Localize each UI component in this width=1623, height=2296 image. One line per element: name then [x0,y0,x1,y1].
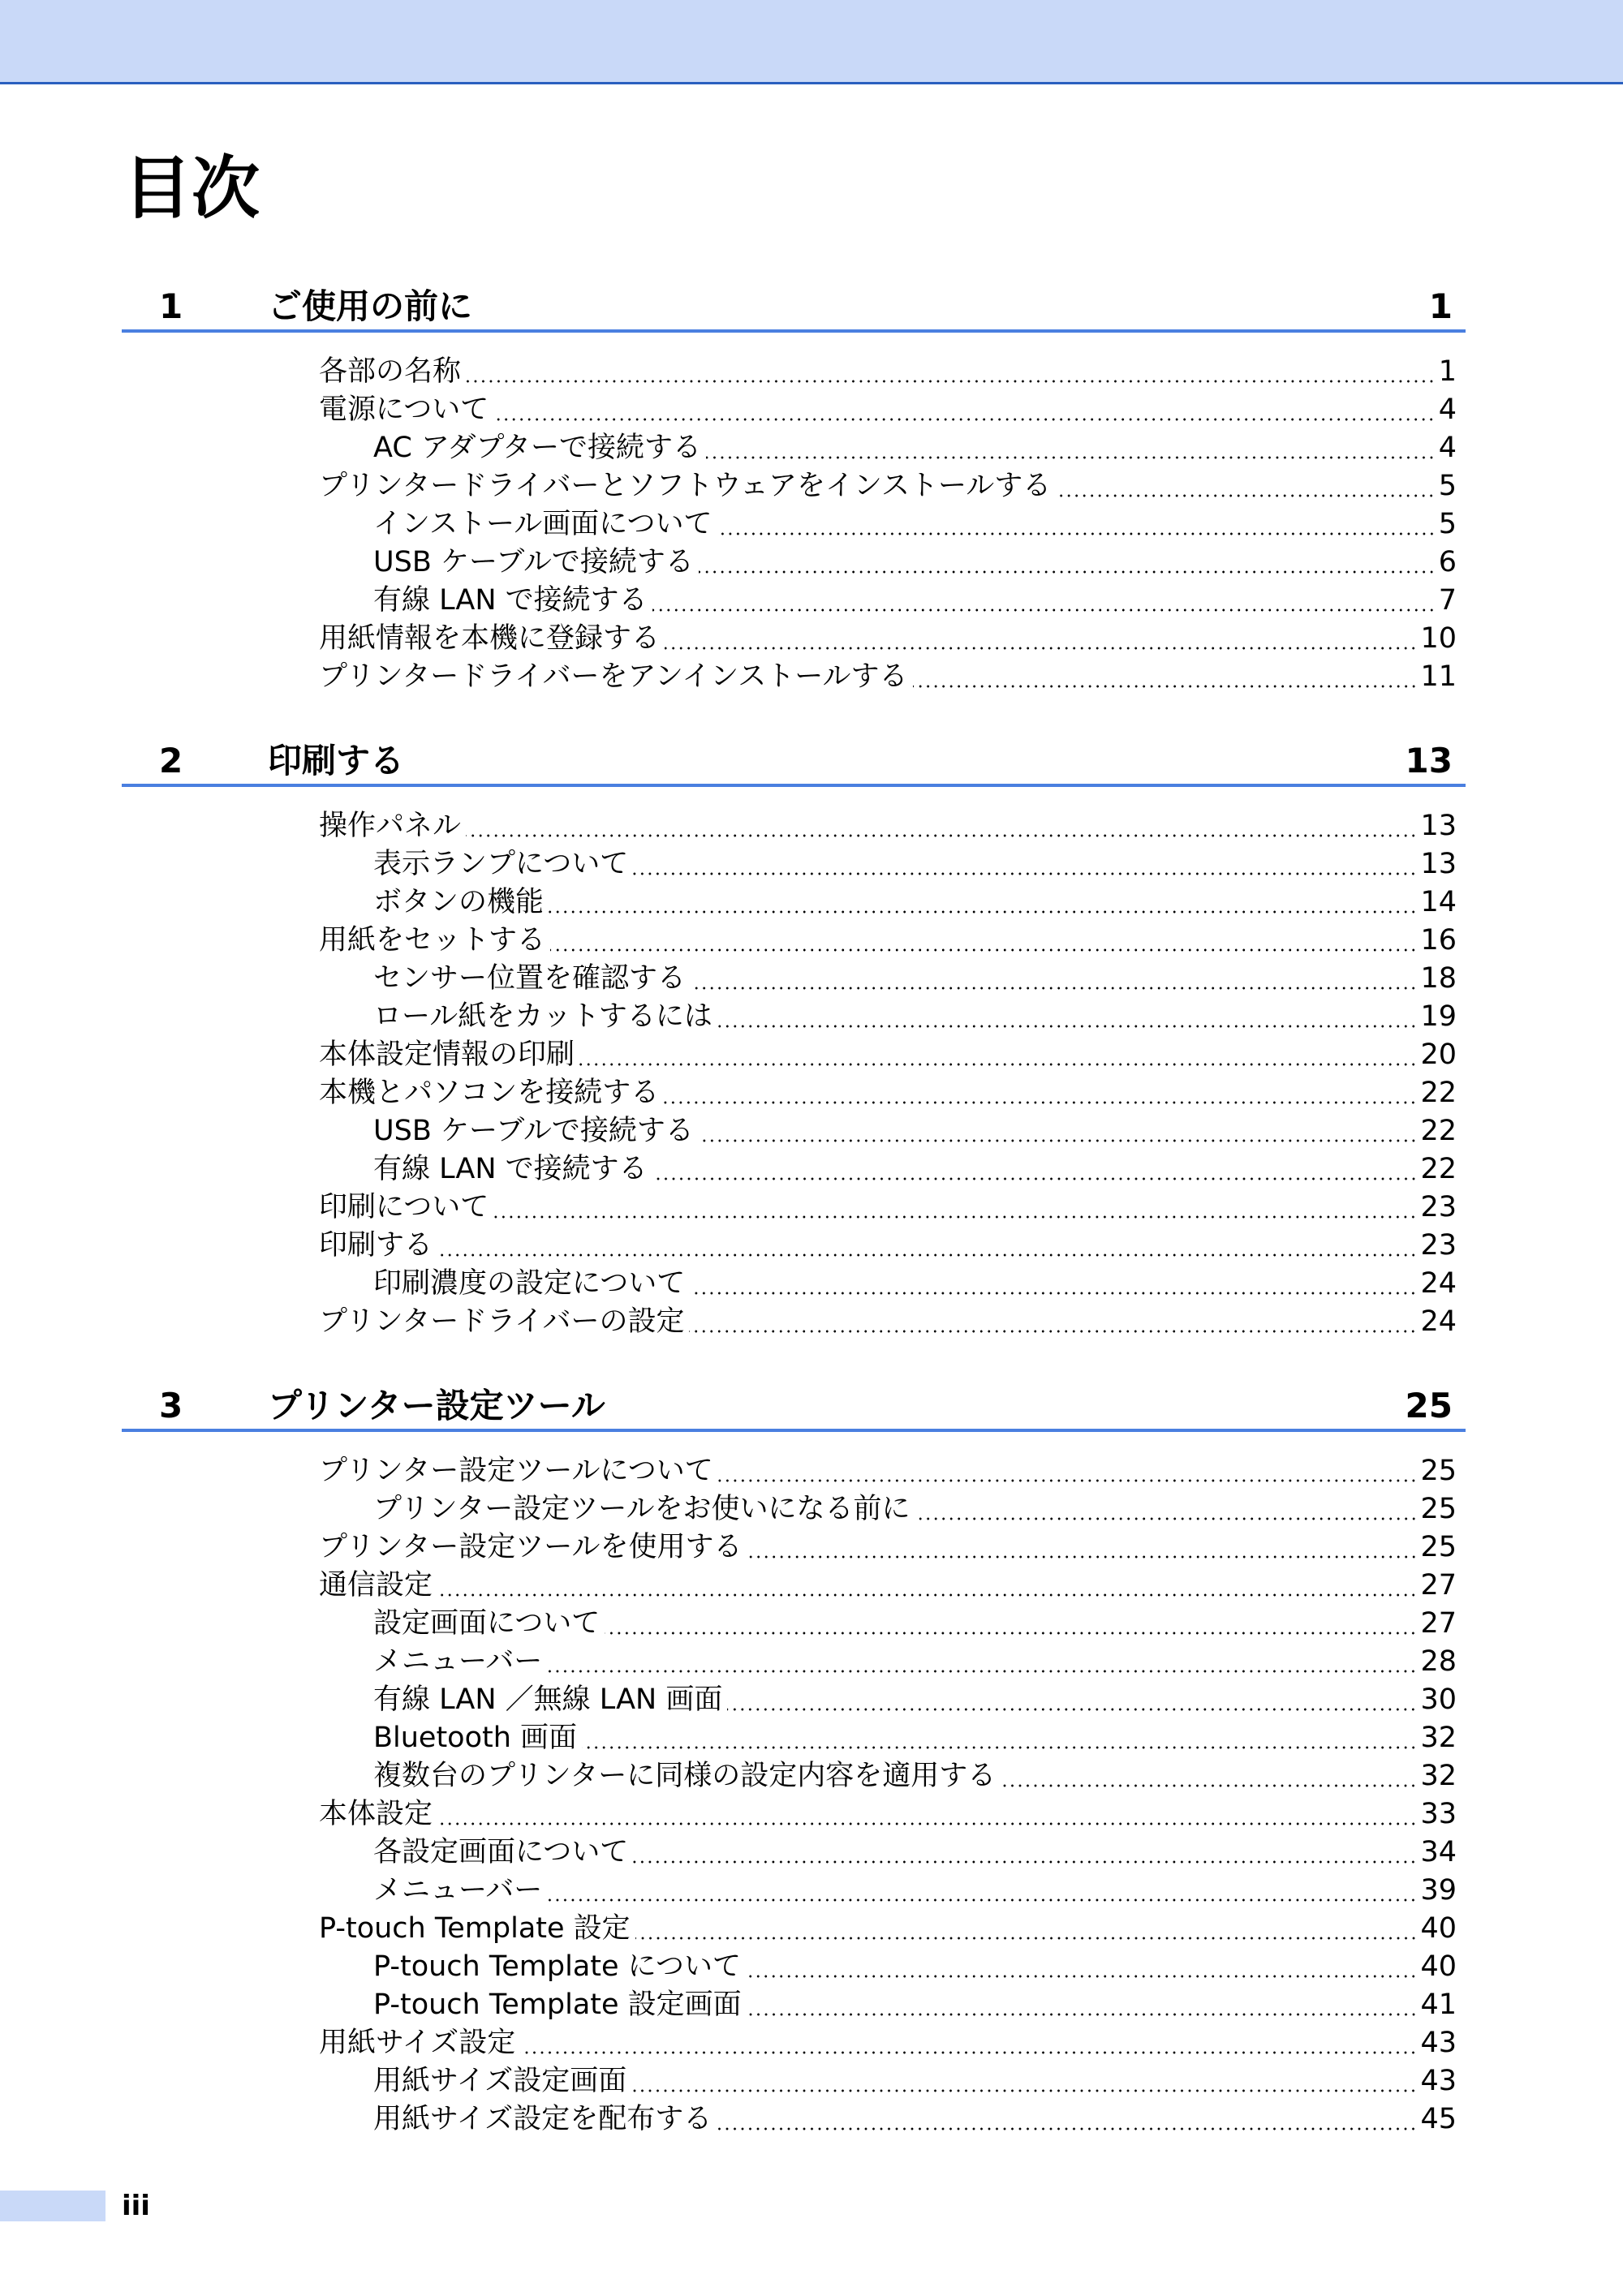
toc-entry[interactable] [373,1150,1457,1189]
chapter-heading[interactable] [122,284,1466,333]
toc-entry-page: 1 [1438,355,1457,388]
toc-entry[interactable] [373,884,1457,922]
dot-leader [582,1746,1417,1749]
toc-entry[interactable] [373,429,1457,467]
toc-entry-page: 22 [1420,1077,1457,1109]
toc-entry-page: 39 [1420,1874,1457,1907]
dot-leader [652,608,1436,612]
dot-leader [717,1025,1418,1028]
toc-entry-label: 印刷する [319,1229,433,1262]
toc-entry-label: 複数台のプリンターに同様の設定内容を適用する [373,1760,997,1792]
dot-leader [717,532,1436,535]
toc-entry-page: 18 [1420,962,1457,995]
dot-leader [689,1330,1417,1333]
toc-entry-label: P-touch Template 設定 [319,1912,631,1945]
toc-entry[interactable] [373,845,1457,884]
toc-entry-page: 40 [1420,1912,1457,1945]
dot-leader [520,2051,1417,2054]
toc-entry-page: 25 [1420,1455,1457,1487]
dot-leader [699,1139,1418,1142]
toc-entry-label: 有線 LAN で接続する [373,1153,648,1185]
toc-entry-label: 有線 LAN ／無線 LAN 画面 [373,1683,723,1716]
chapter-title: ご使用の前に [268,286,473,326]
toc-entry-page: 14 [1420,886,1457,918]
dot-leader [1056,494,1435,497]
toc-entry[interactable] [373,1112,1457,1150]
dot-leader [718,1479,1418,1482]
toc-entry[interactable] [373,1834,1457,1872]
toc-entry-page: 28 [1420,1645,1457,1678]
toc-entry[interactable] [319,658,1457,696]
toc-entry[interactable] [319,922,1457,960]
dot-leader [437,1253,1417,1257]
footer-band [0,2191,105,2221]
toc-entry-label: 用紙サイズ設定を配布する [373,2103,712,2135]
toc-entry-label: USB ケーブルで接続する [373,1115,694,1147]
toc-entry[interactable] [319,1303,1457,1341]
toc-entry-page: 13 [1420,848,1457,880]
toc-entry-page: 4 [1438,393,1457,426]
chapter-heading[interactable] [122,738,1466,787]
dot-leader [466,380,1436,383]
toc-entry[interactable] [373,1490,1457,1529]
toc-entry[interactable] [373,1605,1457,1643]
toc-entry[interactable] [373,1681,1457,1719]
toc-entry-page: 40 [1420,1950,1457,1983]
toc-entry[interactable] [319,620,1457,658]
toc-entry[interactable] [319,1189,1457,1227]
toc-entry-label: メニューバー [373,1874,543,1907]
chapter-heading[interactable] [122,1383,1466,1432]
toc-entry-page: 33 [1420,1798,1457,1830]
toc-entry-label: ロール紙をカットするには [373,1000,712,1033]
toc-entry-label: インストール画面について [373,508,712,540]
toc-entry-label: P-touch Template について [373,1950,741,1983]
toc-entry-label: 本体設定情報の印刷 [319,1038,575,1071]
toc-entry-label: 各設定画面について [373,1836,629,1868]
chapter-title: プリンター設定ツール [268,1386,605,1425]
dot-leader [493,418,1435,421]
toc-entry-label: プリンター設定ツールをお使いになる前に [373,1493,911,1525]
toc-entry[interactable] [319,807,1457,845]
dot-leader [717,2127,1417,2130]
toc-entry-page: 13 [1420,810,1457,842]
toc-entry-page: 25 [1420,1493,1457,1525]
toc-entry[interactable] [373,1872,1457,1910]
toc-entry-label: センサー位置を確認する [373,962,687,995]
toc-entry[interactable] [319,1795,1457,1834]
toc-entry-page: 32 [1420,1722,1457,1754]
toc-entry[interactable] [373,1719,1457,1757]
toc-entry-label: 表示ランプについて [373,848,629,880]
toc-entry-label: Bluetooth 画面 [373,1722,578,1754]
dot-leader [665,647,1417,650]
toc-entry[interactable] [319,1074,1457,1112]
toc-entry-page: 23 [1420,1229,1457,1262]
toc-entry[interactable] [373,544,1457,582]
toc-entry-page: 34 [1420,1836,1457,1868]
dot-leader [550,948,1418,952]
toc-entry[interactable] [373,998,1457,1036]
toc-entry-page: 25 [1420,1531,1457,1563]
dot-leader [652,1177,1418,1180]
toc-entry-page: 22 [1420,1153,1457,1185]
dot-leader [547,1670,1417,1673]
toc-entry-label: 操作パネル [319,810,462,842]
dot-leader [633,1860,1417,1864]
toc-entry[interactable] [319,353,1457,391]
toc-entry-page: 11 [1420,660,1457,693]
toc-entry-page: 20 [1420,1038,1457,1071]
toc-entry-label: 設定画面について [373,1607,601,1640]
toc-entry[interactable] [319,1036,1457,1074]
dot-leader [635,1937,1418,1940]
chapter-number: 2 [159,741,183,780]
toc-entry-page: 24 [1420,1267,1457,1300]
toc-entry-page: 45 [1420,2103,1457,2135]
toc-entry[interactable] [373,505,1457,544]
dot-leader [437,1593,1417,1597]
toc-entry-page: 30 [1420,1683,1457,1716]
toc-entry[interactable] [373,960,1457,998]
dot-leader [493,1215,1417,1219]
dot-leader [915,1517,1418,1520]
toc-entry-label: プリンタードライバーの設定 [319,1305,685,1338]
page-title: 目次 [123,148,260,228]
toc-entry-page: 41 [1420,1989,1457,2021]
toc-entry-page: 4 [1438,432,1457,464]
toc-entry-page: 43 [1420,2027,1457,2059]
toc-entry-label: 本機とパソコンを接続する [319,1077,660,1109]
toc-entry[interactable] [319,391,1457,429]
dot-leader [547,1898,1417,1902]
toc-entry-label: 本体設定 [319,1798,433,1830]
toc-entry-label: 各部の名称 [319,355,462,388]
dot-leader [549,910,1417,914]
dot-leader [579,1063,1417,1066]
chapter-title: 印刷する [268,741,405,780]
dot-leader [727,1708,1417,1711]
toc-entry-page: 23 [1420,1191,1457,1223]
chapter-number: 3 [159,1386,183,1425]
toc-entry-label: 印刷について [319,1191,489,1223]
toc-entry[interactable] [319,467,1457,505]
toc-entry[interactable] [373,2100,1457,2139]
chapter-page-number: 25 [1405,1386,1453,1425]
toc-entry[interactable] [319,1452,1457,1490]
toc-entry-label: P-touch Template 設定画面 [373,1989,742,2021]
dot-leader [1001,1784,1417,1787]
toc-entry-label: プリンタードライバーをアンインストールする [319,660,908,693]
toc-entry-label: プリンター設定ツールを使用する [319,1531,743,1563]
header-band [0,0,1623,84]
toc-entry[interactable] [373,1948,1457,1986]
toc-entry-label: プリンタードライバーとソフトウェアをインストールする [319,470,1052,502]
toc-entry[interactable] [319,1567,1457,1605]
dot-leader [605,1632,1417,1635]
toc-entry-page: 22 [1420,1115,1457,1147]
toc-entry-page: 10 [1420,622,1457,655]
dot-leader [664,1101,1417,1104]
toc-entry-label: プリンター設定ツールについて [319,1455,713,1487]
toc-entry[interactable] [373,1265,1457,1303]
dot-leader [746,1975,1417,1978]
dot-leader [690,1292,1417,1295]
toc-entry[interactable] [373,1986,1457,2024]
toc-entry[interactable] [373,2062,1457,2100]
dot-leader [437,1822,1417,1825]
toc-entry-page: 27 [1420,1607,1457,1640]
toc-entry-label: ボタンの機能 [373,886,545,918]
dot-leader [747,2013,1418,2016]
toc-entry-page: 6 [1438,546,1457,578]
toc-entry-label: AC アダプターで接続する [373,432,701,464]
dot-leader [691,987,1417,990]
dot-leader [631,2089,1417,2092]
toc-entry[interactable] [319,2024,1457,2062]
toc-entry-label: メニューバー [373,1645,543,1678]
dot-leader [747,1555,1418,1559]
toc-entry-page: 27 [1420,1569,1457,1602]
toc-entry[interactable] [319,1910,1457,1948]
toc-entry-label: 用紙サイズ設定 [319,2027,516,2059]
toc-entry-label: 電源について [319,393,489,426]
chapter-number: 1 [159,286,183,326]
toc-entry-label: 用紙をセットする [319,924,545,957]
toc-entry-page: 43 [1420,2065,1457,2097]
toc-entry-label: 印刷濃度の設定について [373,1267,686,1300]
dot-leader [466,834,1417,837]
toc-entry-page: 16 [1420,924,1457,957]
chapter-page-number: 13 [1405,741,1453,780]
dot-leader [706,456,1436,459]
chapter-page-number: 1 [1428,286,1453,326]
toc-entry-label: USB ケーブルで接続する [373,546,694,578]
toc-entry-label: 有線 LAN で接続する [373,584,648,617]
toc-entry-page: 32 [1420,1760,1457,1792]
dot-leader [633,872,1417,875]
toc-entry-label: 用紙サイズ設定画面 [373,2065,627,2097]
page-number: iii [122,2190,150,2222]
toc-entry[interactable] [319,1529,1457,1567]
dot-leader [913,685,1418,688]
toc-entry-page: 5 [1438,508,1457,540]
toc-entry-page: 7 [1438,584,1457,617]
toc-entry[interactable] [373,1643,1457,1681]
dot-leader [699,570,1436,574]
toc-entry[interactable] [373,1757,1457,1795]
toc-entry-label: 通信設定 [319,1569,433,1602]
toc-entry-page: 24 [1420,1305,1457,1338]
toc-entry-label: 用紙情報を本機に登録する [319,622,661,655]
toc-entry[interactable] [373,582,1457,620]
toc-entry-page: 5 [1438,470,1457,502]
toc-entry[interactable] [319,1227,1457,1265]
toc-entry-page: 19 [1420,1000,1457,1033]
